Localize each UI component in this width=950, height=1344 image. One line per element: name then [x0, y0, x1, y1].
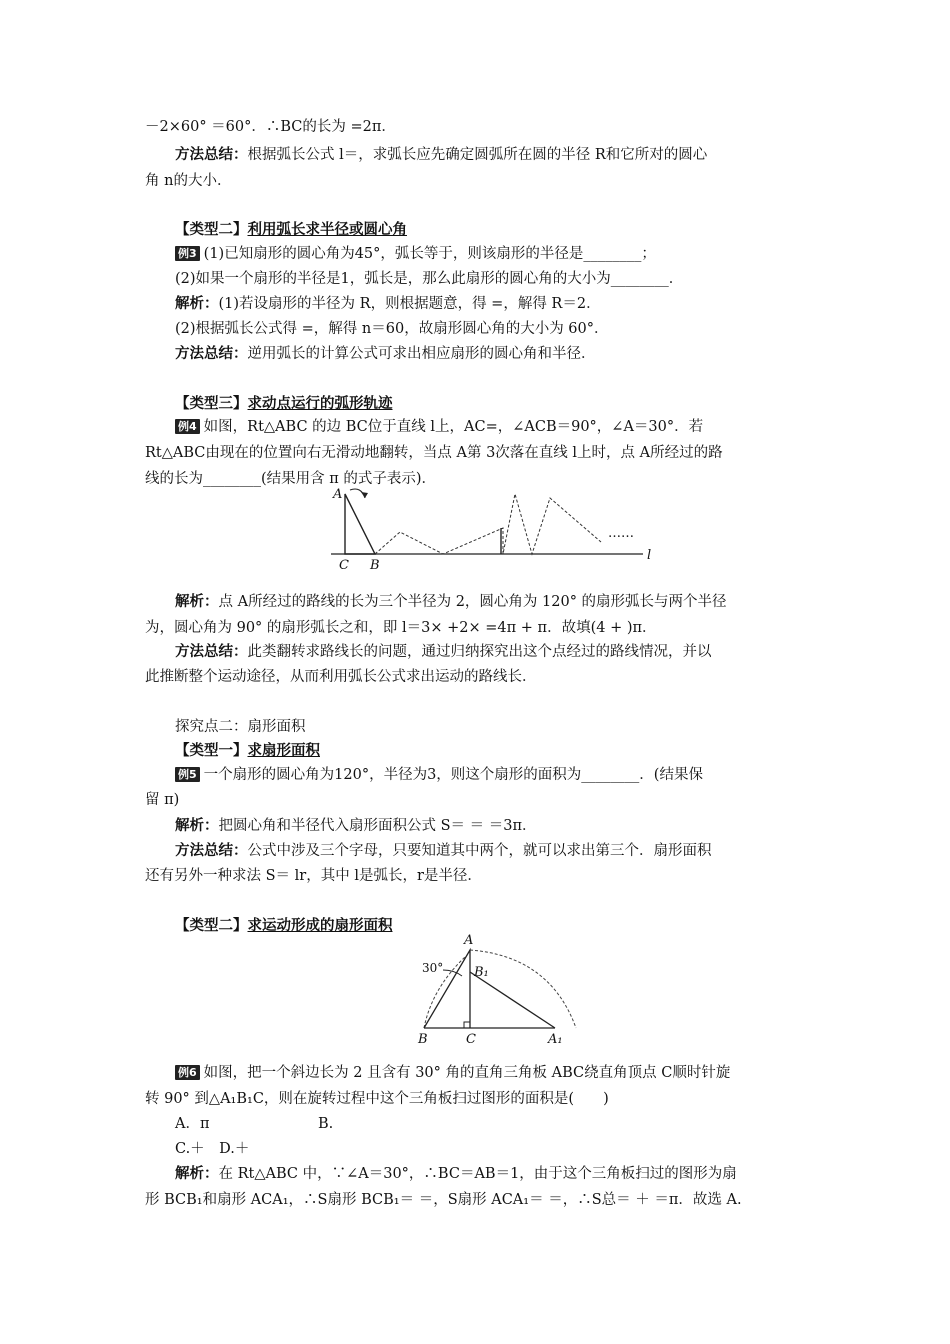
summary-text: 逆用弧长的计算公式可求出相应扇形的圆心角和半径． — [247, 346, 596, 362]
heading-title: 求扇形面积 — [247, 743, 320, 759]
solution-label: 解析： — [175, 594, 219, 610]
label-c: C — [466, 1032, 476, 1047]
summary-label: 方法总结： — [175, 843, 248, 859]
example-line — [175, 416, 703, 438]
example-line: (2)如果一个扇形的半径是1，弧长是，那么此扇形的圆心角的大小为________． — [175, 271, 684, 287]
label-b: B — [370, 558, 380, 573]
method-summary: 还有另外一种求法 S＝ lr，其中 l是弧长，r是半径． — [145, 868, 482, 884]
solution-line — [175, 293, 601, 315]
heading-bracket: 【类型二】 — [175, 918, 248, 934]
example-line — [175, 1062, 730, 1084]
method-summary — [175, 144, 707, 166]
label-a1: A₁ — [548, 1032, 563, 1047]
solution-line — [175, 591, 727, 613]
summary-text: 此类翻转求路线长的问题，通过归纳探究出这个点经过的路线情况，并以 — [247, 644, 712, 660]
example-badge: 例5 — [175, 767, 200, 782]
section-heading — [175, 740, 320, 762]
label-a: A — [333, 487, 343, 502]
summary-label: 方法总结： — [175, 644, 248, 660]
section-heading — [175, 915, 393, 937]
solution-line: (2)根据弧长公式得 =，解得 n＝60，故扇形圆心角的大小为 60°． — [175, 321, 609, 337]
label-ellipsis: …… — [608, 526, 634, 541]
option-a: A．π — [175, 1116, 210, 1132]
example-line: 线的长为________(结果用含 π 的式子表示)． — [145, 471, 437, 487]
method-summary: 此推断整个运动途径，从而利用弧长公式求出运动的路线长． — [145, 669, 537, 685]
example-line — [175, 764, 703, 786]
label-b: B — [418, 1032, 428, 1047]
arc-aa1 — [470, 950, 576, 1028]
heading-bracket: 【类型一】 — [175, 743, 248, 759]
dashed-path — [375, 494, 601, 554]
example-line — [175, 243, 656, 265]
angle-pointer — [443, 970, 462, 976]
triangle-abc — [345, 494, 375, 554]
right-angle-mark — [464, 1022, 470, 1028]
section-heading — [175, 393, 393, 415]
option-cd: C.＋ D.＋ — [175, 1141, 250, 1157]
heading-bracket: 【类型三】 — [175, 396, 248, 412]
text-line: 角 n的大小． — [145, 173, 232, 189]
example-text: 如图，把一个斜边长为 2 且含有 30° 角的直角三角板 ABC绕直角顶点 C顺时针旋 — [203, 1065, 731, 1081]
solution-line: 为，圆心角为 90° 的扇形弧长之和，即 l＝3× +2× =4π + π．故填(4 + )π． — [145, 620, 657, 636]
heading-bracket: 【类型二】 — [175, 222, 248, 238]
example-badge: 例4 — [175, 419, 200, 434]
section-heading — [175, 219, 407, 241]
summary-text: 根据弧长公式 l＝，求弧长应先确定圆弧所在圆的半径 R和它所对的圆心 — [247, 147, 708, 163]
example-badge: 例3 — [175, 246, 200, 261]
label-a: A — [464, 933, 474, 948]
option-b: B. — [318, 1116, 334, 1132]
summary-label: 方法总结： — [175, 346, 248, 362]
example-line: 留 π) — [145, 792, 180, 808]
example-text: 一个扇形的圆心角为120°，半径为3，则这个扇形的面积为________．(结果保 — [203, 767, 703, 783]
solution-text: 点 A所经过的路线的长为三个半径为 2，圆心角为 120° 的扇形弧长与两个半径 — [218, 594, 727, 610]
segment-b1a1 — [470, 972, 555, 1028]
example-badge: 例6 — [175, 1065, 200, 1080]
summary-label: 方法总结： — [175, 147, 248, 163]
point-heading: 探究点二：扇形面积 — [175, 719, 306, 735]
solution-line: 形 BCB₁和扇形 ACA₁，∴S扇形 BCB₁＝ ＝，S扇形 ACA₁＝ ＝，∴S总＝ ＋ ＝π．故选 A. — [145, 1192, 742, 1208]
solution-line — [175, 815, 537, 837]
example-line: 转 90° 到△A₁B₁C，则在旋转过程中这个三角板扫过图形的面积是( ) — [145, 1091, 609, 1107]
solution-label: 解析： — [175, 296, 219, 312]
label-b1: B₁ — [474, 965, 489, 980]
solution-text: 把圆心角和半径代入扇形面积公式 S＝ ＝ ＝3π． — [218, 818, 537, 834]
text-line: －2×60° ＝60°．∴BC的长为 =2π． — [145, 119, 396, 135]
summary-text: 公式中涉及三个字母，只要知道其中两个，就可以求出第三个．扇形面积 — [247, 843, 712, 859]
example-text: (1)已知扇形的圆心角为45°，弧长等于，则该扇形的半径是________； — [203, 246, 656, 262]
rolling-triangle-figure — [325, 484, 660, 574]
label-c: C — [339, 558, 349, 573]
method-summary — [175, 840, 712, 862]
example-line: Rt△ABC由现在的位置向右无滑动地翻转，当点 A第 3次落在直线 l上时，点 A所经过的路 — [145, 445, 723, 461]
solution-text: 在 Rt△ABC 中，∵∠A＝30°，∴BC＝AB＝1，由于这个三角板扫过的图形为扇 — [218, 1166, 737, 1182]
label-30deg: 30° — [422, 961, 444, 975]
solution-label: 解析： — [175, 1166, 219, 1182]
solution-line — [175, 1163, 737, 1185]
example-text: 如图，Rt△ABC 的边 BC位于直线 l上，AC=，∠ACB＝90°，∠A＝30°．若 — [203, 419, 704, 435]
method-summary — [175, 343, 596, 365]
method-summary — [175, 641, 712, 663]
heading-title: 利用弧长求半径或圆心角 — [247, 222, 407, 238]
solution-text: (1)若设扇形的半径为 R，则根据题意，得 =，解得 R＝2． — [218, 296, 601, 312]
label-l: l — [647, 548, 652, 563]
rotated-triangle-figure — [410, 930, 585, 1048]
heading-title: 求运动形成的扇形面积 — [247, 918, 393, 934]
solution-label: 解析： — [175, 818, 219, 834]
arrow-head — [361, 492, 368, 498]
heading-title: 求动点运行的弧形轨迹 — [247, 396, 393, 412]
